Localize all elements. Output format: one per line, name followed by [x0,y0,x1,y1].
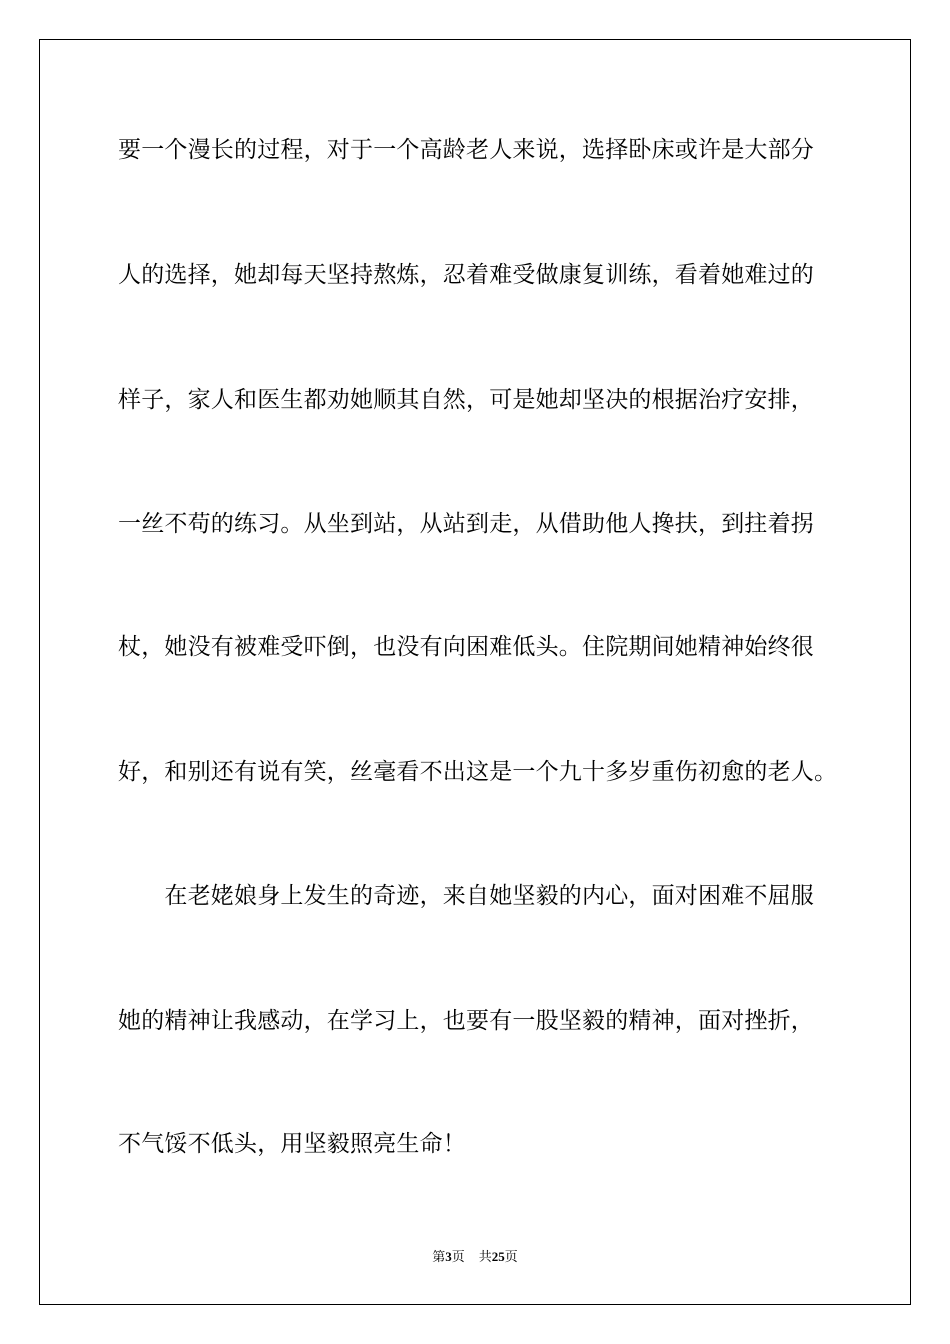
text-line-2: 人的选择，她却每天坚持熬炼，忍着难受做康复训练，看着她难过的 [118,262,814,288]
total-pages: 25 [491,1249,505,1264]
text-line-1: 要一个漫长的过程，对于一个高龄老人来说，选择卧床或许是大部分 [118,137,814,163]
text-line-3: 样子，家人和医生都劝她顺其自然，可是她却坚决的根据治疗安排， [118,387,814,413]
total-prefix: 共 [478,1250,492,1265]
text-line-9: 不气馁不低头，用坚毅照亮生命！ [118,1131,466,1157]
total-suffix: 页 [504,1250,518,1265]
page-number: 3 [445,1249,452,1264]
page-border [39,39,911,1305]
page-suffix: 页 [451,1250,465,1265]
page-prefix: 第 [432,1250,446,1265]
page-footer [0,1248,950,1267]
text-line-8: 她的精神让我感动，在学习上，也要有一股坚毅的精神，面对挫折， [118,1008,814,1034]
text-line-6: 好，和别还有说有笑，丝毫看不出这是一个九十多岁重伤初愈的老人。 [118,759,838,785]
text-line-4: 一丝不苟的练习。从坐到站，从站到走，从借助他人搀扶，到拄着拐 [118,511,814,537]
text-line-7: 在老姥娘身上发生的奇迹，来自她坚毅的内心，面对困难不屈服 [118,883,814,909]
text-line-5: 杖，她没有被难受吓倒，也没有向困难低头。住院期间她精神始终很 [118,634,814,660]
